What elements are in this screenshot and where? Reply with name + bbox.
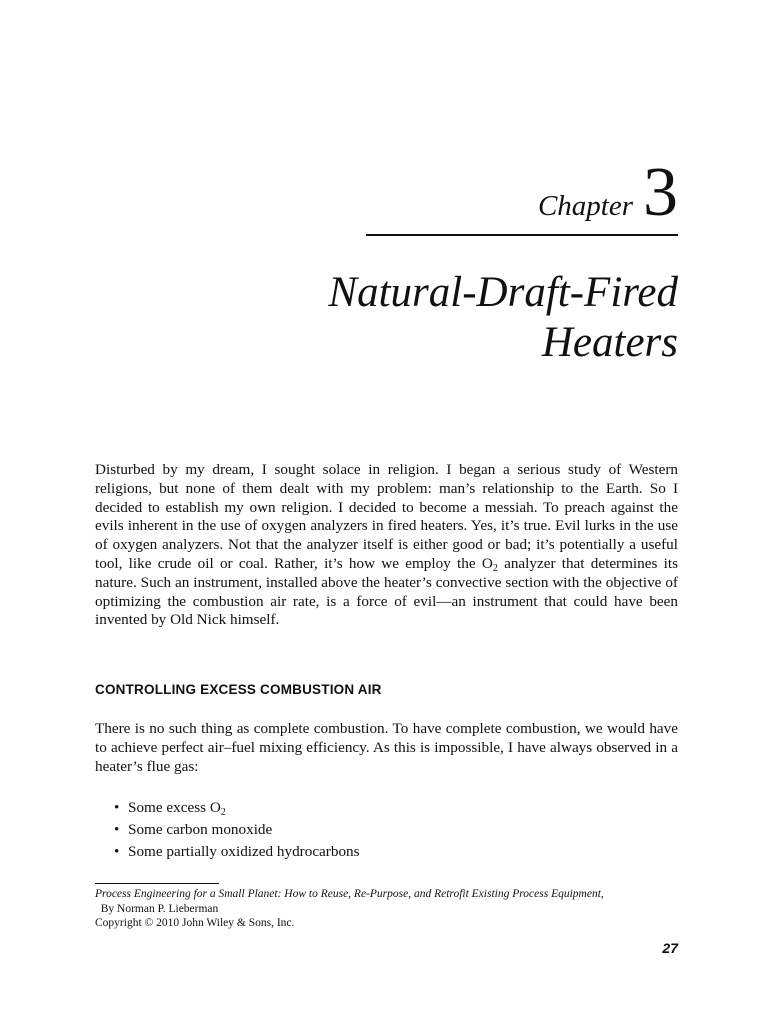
- o2-subscript: 2: [220, 807, 226, 818]
- footnote-copyright: Copyright © 2010 John Wiley & Sons, Inc.: [95, 917, 295, 929]
- chapter-rule: [366, 234, 678, 236]
- chapter-title-line-1: Natural-Draft-Fired: [328, 269, 678, 316]
- page-number: 27: [662, 940, 678, 956]
- bullet-item: [114, 841, 360, 863]
- intro-paragraph: [95, 461, 678, 630]
- chapter-number: 3: [643, 154, 678, 231]
- chapter-title-line-2: Heaters: [541, 319, 678, 366]
- bullet-item-text: Some carbon monoxide: [128, 821, 273, 838]
- o2-subscript: 2: [492, 562, 498, 574]
- chapter-heading: [537, 154, 678, 231]
- footnote-author: By Norman P. Lieberman: [95, 902, 219, 915]
- bullet-item: [114, 797, 360, 819]
- footnote-rule: [95, 883, 219, 884]
- section-heading: CONTROLLING EXCESS COMBUSTION AIR: [95, 682, 382, 697]
- bullet-list: [114, 797, 360, 863]
- chapter-title: [178, 268, 678, 368]
- bullet-item-text: Some partially oxidized hydrocarbons: [128, 843, 360, 860]
- bullet-item: [114, 819, 360, 841]
- bullet-item-text: Some excess O: [128, 799, 221, 816]
- section-paragraph: There is no such thing as complete combustion. To have complete combustion, we would have to achieve perfect air–fuel mixing efficiency. As this is impossible, I have always observed in a heater’s flue gas:: [95, 720, 678, 775]
- intro-text-part-2: analyzer that determines its nature. Such an instrument, installed above the heater’s convective section with the objective of optimizing the combustion air rate, is a force of evil—an instrument that could have been invented by Old Nick himself.: [95, 554, 678, 629]
- intro-text-part-1: Disturbed by my dream, I sought solace in religion. I began a serious study of Western religions, but none of them dealt with my problem: man’s relationship to the Earth. So I decided to establish my own religion. I decided to become a messiah. To preach against the evils inherent in the use of oxygen analyzers in fired heaters. Yes, it’s true. Evil lurks in the use of oxygen analyzers. Not that the analyzer itself is either good or bad; it’s potentially a useful tool, like crude oil or coal. Rather, it’s how we employ the O: [95, 461, 678, 572]
- footnote-book-title: Process Engineering for a Small Planet: How to Reuse, Re-Purpose, and Retrofit Existing Process Equipment,: [95, 888, 604, 900]
- footnote: [95, 887, 655, 931]
- chapter-label: Chapter: [537, 190, 633, 222]
